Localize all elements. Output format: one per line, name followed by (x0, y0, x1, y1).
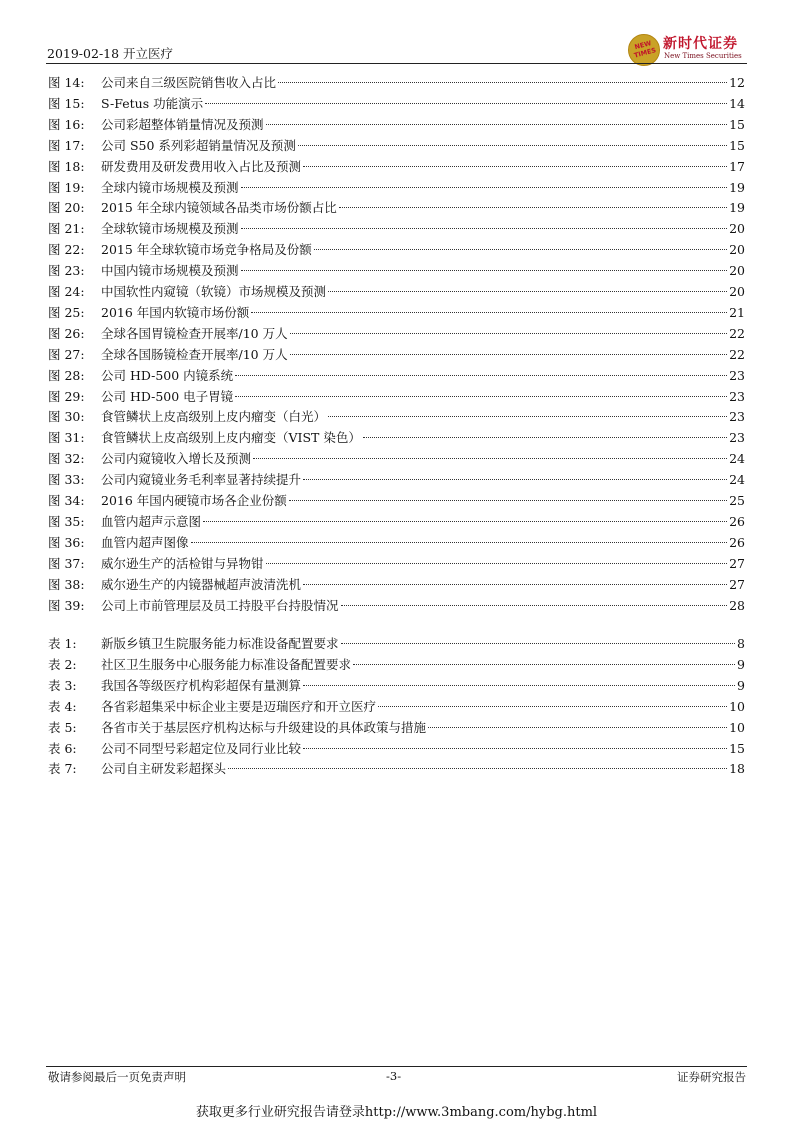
figure-entry-title: 2015 年全球内镜领域各品类市场份额占比 (101, 200, 337, 216)
figure-entry-title: 全球各国肠镜检查开展率/10 万人 (101, 346, 288, 362)
dot-leader (241, 186, 728, 188)
figure-entry[interactable] (48, 239, 745, 260)
table-entry-title: 公司不同型号彩超定位及同行业比较 (101, 740, 302, 756)
figure-entry-title: 2016 年国内软镜市场份额 (101, 304, 250, 320)
header-date-title: 2019-02-18 开立医疗 (47, 46, 174, 61)
logo-chinese-name: 新时代证券 (663, 36, 738, 52)
dot-leader (303, 684, 735, 686)
figure-entry[interactable] (48, 93, 745, 114)
table-entry-label: 表 6: (48, 740, 77, 756)
table-entry-label: 表 1: (48, 636, 77, 651)
figure-entry[interactable] (48, 427, 745, 448)
figure-entry[interactable] (48, 135, 745, 156)
dot-leader (235, 374, 727, 376)
table-entry-title: 我国各等级医疗机构彩超保有量测算 (101, 677, 302, 693)
figure-entry-title: 公司内窥镜业务毛利率显著持续提升 (101, 472, 302, 488)
dot-leader (235, 395, 727, 397)
dot-leader (353, 663, 735, 665)
dot-leader (428, 726, 727, 728)
dot-leader (378, 705, 727, 707)
figure-entry-title: 食管鳞状上皮高级别上皮内瘤变（白光） (101, 409, 327, 425)
table-entry[interactable] (48, 675, 745, 696)
figure-entry[interactable] (48, 218, 745, 239)
figure-entry[interactable] (48, 156, 745, 177)
figure-entry[interactable] (48, 595, 745, 616)
figure-entry-page-number: 12 (729, 75, 745, 90)
figure-entry[interactable] (48, 302, 745, 323)
dot-leader (298, 144, 727, 146)
figure-entry[interactable] (48, 448, 745, 469)
figure-entry-page-number: 25 (729, 493, 745, 508)
table-entry[interactable] (48, 654, 745, 675)
figure-entry-title: 公司彩超整体销量情况及预测 (101, 116, 264, 132)
figure-entry-page-number: 23 (729, 388, 745, 404)
figure-entry-title: 公司 S50 系列彩超销量情况及预测 (101, 137, 296, 153)
table-entry-label: 表 4: (48, 698, 77, 714)
figure-entry-page-number: 28 (729, 597, 745, 613)
figure-entry-title: 中国内镜市场规模及预测 (101, 263, 239, 279)
figure-entry[interactable] (48, 469, 745, 490)
dot-leader (303, 583, 727, 585)
figure-entry-label: 图 39: (48, 597, 85, 613)
dot-leader (341, 604, 728, 606)
figure-entry-label: 图 21: (48, 221, 85, 237)
figure-entry-title: 威尔逊生产的内镜器械超声波清洗机 (101, 576, 302, 592)
table-entry[interactable] (48, 633, 745, 654)
dot-leader (241, 227, 728, 229)
table-entry-label: 表 3: (48, 677, 77, 693)
figure-entry-title: 中国软性内窥镜（软镜）市场规模及预测 (101, 284, 327, 299)
dot-leader (363, 436, 727, 438)
dot-leader (251, 311, 727, 313)
table-entry[interactable] (48, 738, 745, 759)
figure-entry-page-number: 15 (729, 116, 745, 132)
figure-entry-title: 2015 年全球软镜市场竞争格局及份额 (101, 242, 312, 258)
figure-entry[interactable] (48, 490, 745, 511)
figure-entry-label: 图 20: (48, 200, 85, 216)
figure-entry-label: 图 26: (48, 325, 85, 341)
footer-rule (46, 1066, 747, 1067)
figure-entry-label: 图 27: (48, 346, 85, 362)
table-entry-title: 各省彩超集采中标企业主要是迈瑞医疗和开立医疗 (101, 698, 377, 714)
company-logo (628, 32, 748, 66)
figure-entry-title: S-Fetus 功能演示 (101, 95, 204, 111)
figure-entry-label: 图 23: (48, 263, 85, 279)
figure-entry-page-number: 19 (729, 179, 745, 195)
footer-disclaimer: 敬请参阅最后一页免责声明 (48, 1070, 186, 1084)
logo-badge-text: NEW TIMES (633, 39, 657, 60)
figure-entry[interactable] (48, 114, 745, 135)
dot-leader (266, 562, 728, 564)
figure-entry[interactable] (48, 365, 745, 386)
figure-entry-page-number: 14 (729, 95, 745, 111)
figure-entry-page-number: 26 (729, 534, 745, 550)
figure-entry-title: 食管鳞状上皮高级别上皮内瘤变（VIST 染色） (101, 430, 361, 446)
figure-entry[interactable] (48, 511, 745, 532)
figure-entry-title: 公司 HD-500 电子胃镜 (101, 388, 234, 404)
table-entry[interactable] (48, 758, 745, 779)
figure-entry-page-number: 22 (729, 346, 745, 362)
table-entry-page-number: 9 (737, 656, 745, 672)
figure-entry-label: 图 28: (48, 367, 85, 383)
figure-entry[interactable] (48, 72, 745, 93)
figure-entry-label: 图 33: (48, 472, 85, 488)
figure-entry[interactable] (48, 532, 745, 553)
table-entry-label: 表 7: (48, 761, 77, 777)
table-entry-title: 社区卫生服务中心服务能力标准设备配置要求 (101, 656, 352, 672)
figure-entry-title: 威尔逊生产的活检钳与异物钳 (101, 555, 264, 571)
table-entry-page-number: 9 (737, 677, 745, 693)
figure-entry-label: 图 32: (48, 451, 85, 467)
dot-leader (289, 499, 727, 501)
figure-entry-page-number: 27 (729, 555, 745, 571)
figure-entry[interactable] (48, 553, 745, 574)
table-entry-page-number: 8 (737, 636, 745, 651)
figure-entry-title: 公司上市前管理层及员工持股平台持股情况 (101, 597, 339, 613)
figure-entry-page-number: 15 (729, 137, 745, 153)
figure-entry[interactable] (48, 323, 745, 344)
figure-entry[interactable] (48, 260, 745, 281)
figure-entry-page-number: 20 (729, 284, 745, 299)
page-number: -3- (386, 1069, 402, 1083)
figure-entry-title: 血管内超声图像 (101, 534, 189, 550)
figure-entry-page-number: 23 (729, 367, 745, 383)
dot-leader (341, 642, 736, 644)
header-rule (46, 63, 747, 64)
figure-entry-label: 图 35: (48, 513, 85, 529)
figure-entry[interactable] (48, 386, 745, 407)
table-entry-page-number: 10 (729, 719, 745, 735)
figure-entry-title: 2016 年国内硬镜市场各企业份额 (101, 493, 287, 508)
dot-leader (278, 81, 727, 83)
download-link[interactable]: 获取更多行业研究报告请登录http://www.3mbang.com/hybg.html (195, 1105, 598, 1120)
dot-leader (303, 478, 727, 480)
table-entry-label: 表 5: (48, 719, 77, 735)
figure-entry[interactable] (48, 406, 745, 427)
dot-leader (205, 102, 727, 104)
figure-entry-page-number: 23 (729, 430, 745, 446)
logo-badge-icon (628, 34, 660, 66)
figure-entry[interactable] (48, 281, 745, 302)
figure-entry-title: 公司内窥镜收入增长及预测 (101, 451, 252, 467)
table-entry-title: 新版乡镇卫生院服务能力标准设备配置要求 (101, 636, 339, 651)
dot-leader (290, 353, 728, 355)
figure-entry-title: 公司 HD-500 内镜系统 (101, 367, 234, 383)
figure-entry-label: 图 36: (48, 534, 85, 550)
figure-entry-title: 全球软镜市场规模及预测 (101, 221, 239, 237)
figure-entry-label: 图 25: (48, 304, 85, 320)
table-entry-title: 公司自主研发彩超探头 (101, 761, 227, 777)
figure-entry-title: 研发费用及研发费用收入占比及预测 (101, 158, 302, 174)
figure-entry[interactable] (48, 344, 745, 365)
dot-leader (253, 457, 727, 459)
figure-entry-page-number: 27 (729, 576, 745, 592)
table-entry[interactable] (48, 696, 745, 717)
figure-entry[interactable] (48, 197, 745, 218)
figure-entry-page-number: 20 (729, 263, 745, 279)
dot-leader (314, 248, 727, 250)
figure-entry-label: 图 18: (48, 158, 85, 174)
figure-entry-title: 公司来自三级医院销售收入占比 (101, 75, 277, 90)
figure-entry-page-number: 20 (729, 221, 745, 237)
dot-leader (228, 767, 727, 769)
dot-leader (303, 165, 727, 167)
figure-entry-label: 图 22: (48, 242, 85, 258)
figure-entry-page-number: 24 (729, 451, 745, 467)
logo-english-name: New Times Securities (664, 52, 742, 60)
footer-report-type: 证券研究报告 (677, 1070, 746, 1084)
table-entry-page-number: 15 (729, 740, 745, 756)
dot-leader (290, 332, 728, 334)
figure-entry-page-number: 19 (729, 200, 745, 216)
table-entry-page-number: 18 (729, 761, 745, 777)
figure-entry-label: 图 37: (48, 555, 85, 571)
figure-entry[interactable] (48, 177, 745, 198)
figure-entry-title: 全球各国胃镜检查开展率/10 万人 (101, 325, 288, 341)
figure-entry-page-number: 26 (729, 513, 745, 529)
dot-leader (303, 747, 727, 749)
figure-entry-label: 图 17: (48, 137, 85, 153)
figure-entry-label: 图 29: (48, 388, 85, 404)
figure-entry[interactable] (48, 574, 745, 595)
figure-entry-label: 图 24: (48, 284, 85, 299)
dot-leader (191, 541, 728, 543)
figure-entry-label: 图 19: (48, 179, 85, 195)
figure-entry-label: 图 30: (48, 409, 85, 425)
figure-entry-label: 图 31: (48, 430, 85, 446)
table-entry-page-number: 10 (729, 698, 745, 714)
figure-entry-label: 图 38: (48, 576, 85, 592)
table-entry-title: 各省市关于基层医疗机构达标与升级建设的具体政策与措施 (101, 719, 427, 735)
dot-leader (328, 290, 727, 292)
figure-entry-page-number: 24 (729, 472, 745, 488)
dot-leader (339, 206, 727, 208)
figure-entry-label: 图 16: (48, 116, 85, 132)
dot-leader (241, 269, 728, 271)
figure-entry-page-number: 23 (729, 409, 745, 425)
figure-entry-page-number: 20 (729, 242, 745, 258)
figure-entry-title: 全球内镜市场规模及预测 (101, 179, 239, 195)
dot-leader (328, 415, 727, 417)
figure-entry-title: 血管内超声示意图 (101, 513, 202, 529)
figure-entry-page-number: 22 (729, 325, 745, 341)
figure-entry-page-number: 21 (729, 304, 745, 320)
dot-leader (266, 123, 728, 125)
table-entry[interactable] (48, 717, 745, 738)
figure-entry-label: 图 14: (48, 75, 85, 90)
table-entry-label: 表 2: (48, 656, 77, 672)
figure-entry-page-number: 17 (729, 158, 745, 174)
figure-entry-label: 图 15: (48, 95, 85, 111)
figure-entry-label: 图 34: (48, 493, 85, 508)
dot-leader (203, 520, 727, 522)
